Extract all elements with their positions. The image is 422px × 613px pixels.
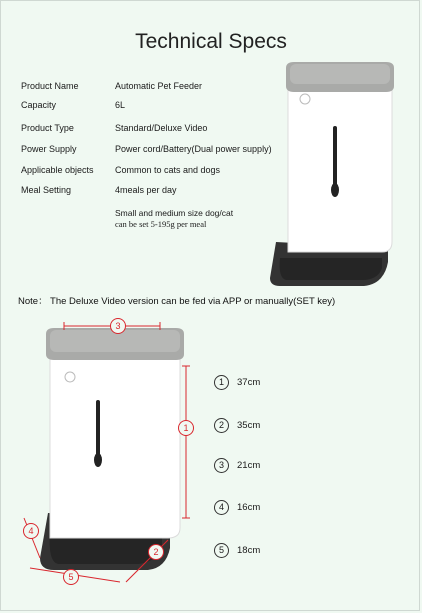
feeder-dimension-diagram [20, 318, 200, 588]
size-note-line2: can be set 5-195g per meal [115, 219, 207, 229]
spec-label: Capacity [21, 100, 57, 110]
measurement-1 [214, 375, 260, 390]
spec-value: Common to cats and dogs [115, 165, 221, 175]
dimension-2-label: 2 [148, 544, 164, 560]
dimension-4-label: 4 [23, 523, 39, 539]
measurement-value: 35cm [237, 420, 261, 431]
spec-value: Automatic Pet Feeder [115, 81, 203, 91]
feeder-image-top [266, 62, 396, 288]
dimension-5-label: 5 [63, 569, 79, 585]
measurement-value: 37cm [237, 377, 261, 388]
measurement-2 [214, 418, 260, 433]
deluxe-video-note: Note： The Deluxe Video version can be fed via APP or manually(SET key) [18, 296, 336, 307]
spec-value: Power cord/Battery(Dual power supply) [115, 144, 272, 154]
measurement-number: 5 [214, 543, 229, 558]
measurement-4 [214, 500, 260, 515]
measurement-value: 21cm [237, 460, 261, 471]
measurement-value: 18cm [237, 545, 261, 556]
dimension-1-label: 1 [178, 420, 194, 436]
spec-label: Power Supply [21, 144, 77, 154]
measurement-number: 1 [214, 375, 229, 390]
measurement-5 [214, 543, 260, 558]
measurement-number: 2 [214, 418, 229, 433]
measurement-3 [214, 458, 260, 473]
size-note [115, 208, 285, 230]
spec-value: 6L [115, 100, 126, 110]
page-title: Technical Specs [135, 30, 287, 53]
spec-label: Applicable objects [21, 165, 94, 175]
spec-label: Product Type [21, 123, 74, 133]
size-note-line1: Small and medium size dog/cat [115, 208, 234, 218]
spec-value: Standard/Deluxe Video [115, 123, 208, 133]
measurement-number: 3 [214, 458, 229, 473]
measurement-value: 16cm [237, 502, 261, 513]
dimension-3-label: 3 [110, 318, 126, 334]
spec-label: Product Name [21, 81, 79, 91]
measurement-number: 4 [214, 500, 229, 515]
spec-label: Meal Setting [21, 185, 72, 195]
spec-value: 4meals per day [115, 185, 177, 195]
